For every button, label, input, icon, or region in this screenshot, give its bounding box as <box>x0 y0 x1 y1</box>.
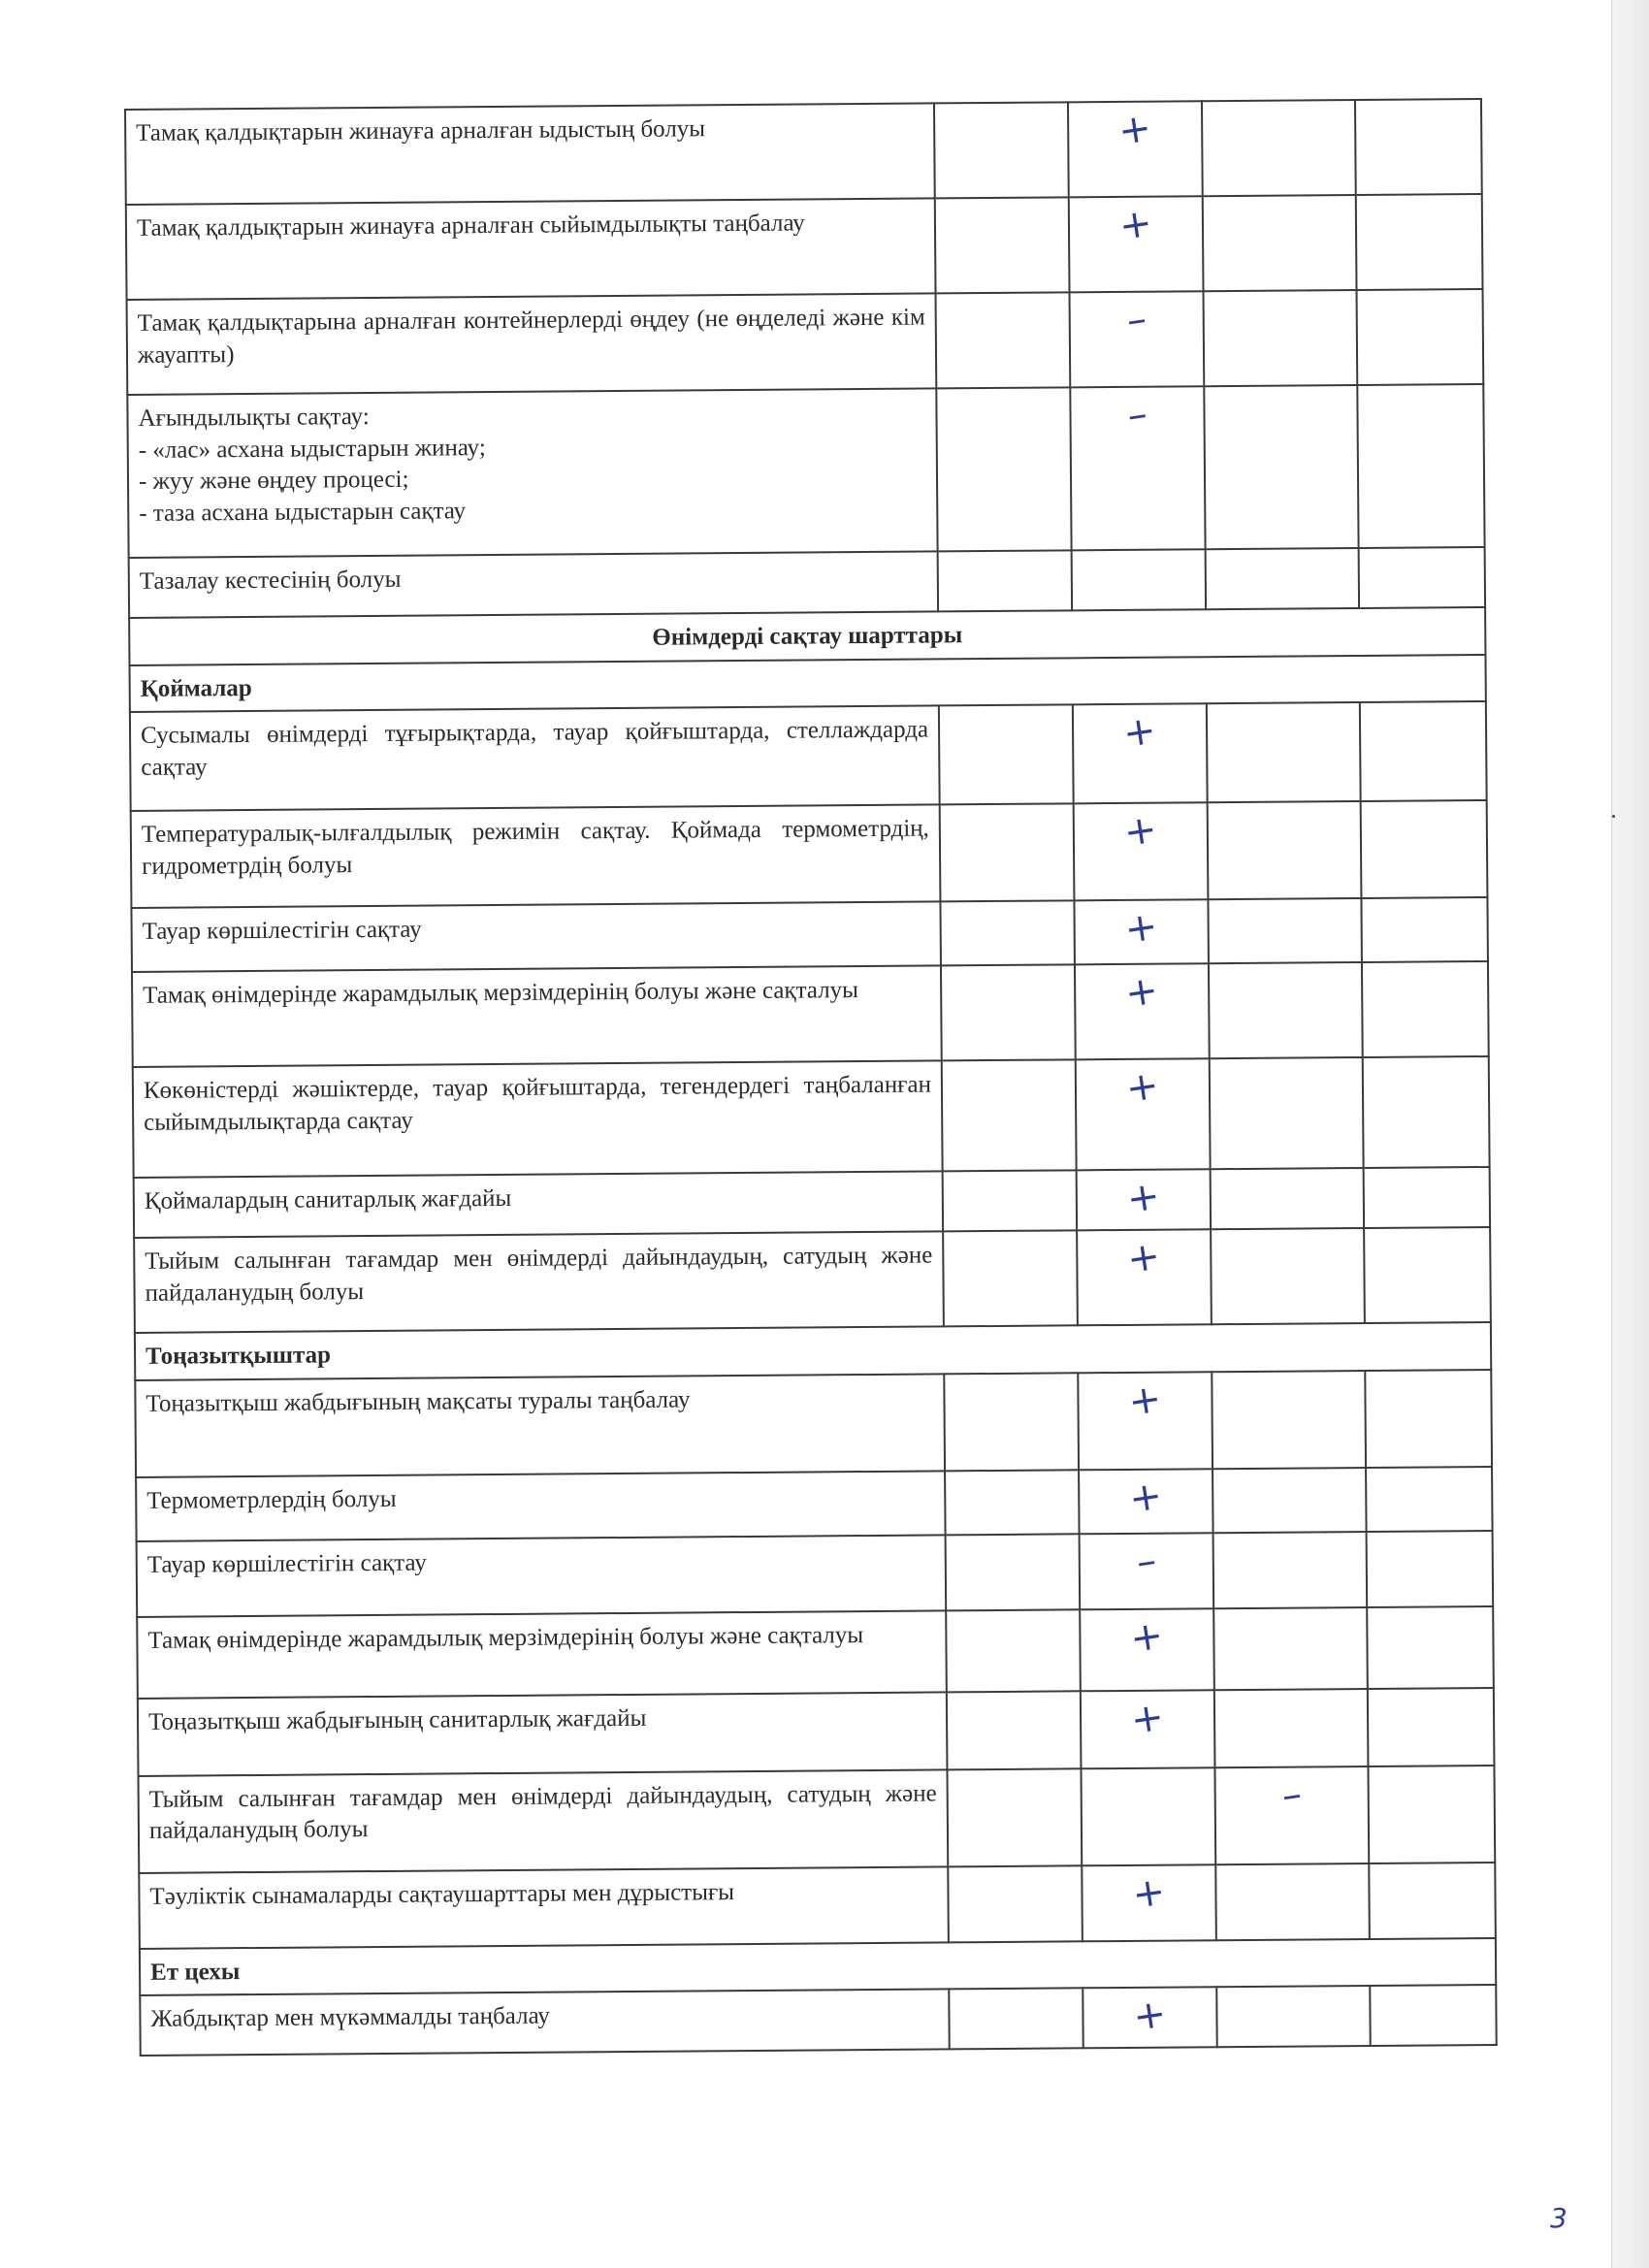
mark-cell <box>1081 1690 1215 1768</box>
mark-cell <box>936 292 1071 388</box>
checklist-row <box>127 289 1484 395</box>
mark-cell <box>944 1373 1079 1471</box>
criterion-text: Тыйым салынған тағамдар мен өнімдерді дайындаудың, сатудың және пайдаланудың болуы <box>138 1769 948 1873</box>
mark-cell <box>1207 702 1361 802</box>
subsection-title: Қоймалар <box>130 654 1486 711</box>
mark-cell <box>1361 897 1488 962</box>
checklist-row <box>131 897 1487 972</box>
checklist-row <box>130 701 1487 811</box>
mark-cell <box>1357 289 1484 385</box>
mark-cell <box>1078 1372 1212 1470</box>
mark-cell <box>1076 1058 1211 1170</box>
mark-cell <box>1211 1168 1364 1229</box>
mark-cell <box>1367 1605 1494 1688</box>
mark-cell <box>1356 194 1483 290</box>
mark-cell <box>1081 1767 1215 1865</box>
mark-cell <box>1073 703 1208 803</box>
mark-cell <box>945 1470 1080 1535</box>
handwritten-minus-mark: – <box>1133 1538 1160 1585</box>
mark-cell <box>1368 1687 1495 1766</box>
handwritten-plus-mark: + <box>1126 1473 1166 1522</box>
checklist-row <box>139 1862 1496 1948</box>
checklist-body <box>125 99 1497 2056</box>
handwritten-plus-mark: + <box>1123 1173 1163 1222</box>
mark-cell <box>1365 1369 1492 1467</box>
handwritten-plus-mark: + <box>1122 967 1162 1018</box>
mark-cell <box>1216 1986 1370 2047</box>
mark-cell <box>1203 195 1357 291</box>
checklist-row <box>134 1167 1490 1238</box>
handwritten-plus-mark: + <box>1125 1376 1165 1425</box>
mark-cell <box>1355 99 1482 195</box>
mark-cell <box>1214 1688 1369 1766</box>
checklist-row <box>138 1687 1495 1775</box>
subsection-title: Ет цехы <box>140 1937 1496 1994</box>
section-title: Өнімдерді сақтау шарттары <box>129 607 1485 664</box>
criterion-text: Көкөністерді жәшіктерде, тауар қойғыштарда, тегендердегі таңбаланған сыйымдылықтарда сақтау <box>133 1060 943 1178</box>
scan-speck <box>1612 815 1615 818</box>
mark-cell <box>1069 196 1204 292</box>
checklist-row <box>137 1605 1494 1698</box>
mark-cell <box>1068 101 1203 197</box>
mark-cell <box>934 102 1069 198</box>
criterion-text: Тыйым салынған тағамдар мен өнімдерді дайындаудың, сатудың және пайдаланудың болуы <box>134 1231 944 1333</box>
criterion-text: Тазалау кестесінің болуы <box>129 551 938 618</box>
mark-cell <box>940 803 1075 901</box>
mark-cell <box>1077 1169 1211 1230</box>
mark-cell <box>948 1865 1083 1942</box>
handwritten-plus-mark: + <box>1127 1612 1167 1662</box>
mark-cell <box>1364 1227 1491 1323</box>
mark-cell <box>1074 802 1209 900</box>
mark-cell <box>936 387 1071 551</box>
mark-cell <box>1075 963 1210 1059</box>
criterion-text: Тоңазытқыш жабдығының мақсаты туралы таңбалау <box>135 1374 945 1477</box>
mark-cell <box>1215 1863 1370 1939</box>
mark-cell <box>1213 1606 1368 1689</box>
checklist-row <box>129 547 1485 618</box>
mark-cell <box>1360 701 1487 801</box>
mark-cell <box>1214 1766 1369 1863</box>
mark-cell <box>1202 100 1356 196</box>
criterion-text: Тоңазытқыш жабдығының санитарлық жағдайы <box>138 1692 948 1776</box>
mark-cell <box>940 900 1075 965</box>
mark-cell <box>1357 384 1484 548</box>
mark-cell <box>1083 1987 1216 2048</box>
handwritten-plus-mark: + <box>1116 200 1155 250</box>
handwritten-plus-mark: + <box>1122 1062 1162 1112</box>
mark-cell <box>1364 1167 1490 1228</box>
mark-cell <box>1362 961 1489 1057</box>
mark-cell <box>1212 1467 1367 1532</box>
mark-cell <box>938 550 1072 611</box>
handwritten-minus-mark: – <box>1278 1770 1305 1819</box>
mark-cell <box>1204 290 1358 386</box>
mark-cell <box>947 1768 1082 1866</box>
inspection-checklist-table <box>124 98 1498 2057</box>
criterion-text: Ағындылықты сақтау: - «лас» асхана ыдыстарын жинау; - жуу және өңдеу процесі; - таза асхана ыдыстарын сақтау <box>127 388 937 558</box>
mark-cell <box>1080 1608 1214 1691</box>
checklist-row <box>140 1985 1496 2056</box>
mark-cell <box>1209 962 1363 1058</box>
criterion-text: Сусымалы өнімдерді тұғырықтарда, тауар қойғыштарда, стеллаждарда сақтау <box>130 705 940 811</box>
mark-cell <box>943 1170 1077 1231</box>
handwritten-plus-mark: + <box>1130 1991 1170 2040</box>
checklist-row <box>134 1227 1491 1333</box>
handwritten-plus-mark: + <box>1120 707 1160 758</box>
criterion-text: Қоймалардың санитарлық жағдайы <box>134 1171 943 1238</box>
mark-cell <box>1210 1057 1364 1169</box>
mark-cell <box>1082 1864 1216 1941</box>
mark-cell <box>1370 1985 1496 2046</box>
mark-cell <box>939 704 1074 804</box>
mark-cell <box>942 1059 1077 1171</box>
mark-cell <box>1072 549 1206 610</box>
handwritten-plus-mark: + <box>1129 1868 1169 1918</box>
criterion-text: Тауар көршілестігін сақтау <box>137 1535 947 1617</box>
mark-cell <box>1080 1533 1214 1609</box>
mark-cell <box>941 964 1076 1060</box>
checklist-row <box>136 1466 1492 1540</box>
mark-cell <box>1206 548 1359 609</box>
criterion-text: Тамақ өнімдерінде жарамдылық мерзімдерінің болуы және сақталуы <box>132 965 942 1067</box>
handwritten-plus-mark: + <box>1124 1233 1164 1282</box>
checklist-row <box>126 194 1483 300</box>
checklist-row <box>131 800 1488 908</box>
checklist-row <box>127 384 1484 558</box>
mark-cell <box>1213 1531 1368 1607</box>
handwritten-plus-mark: + <box>1116 105 1155 155</box>
mark-cell <box>1070 291 1205 387</box>
criterion-text: Тамақ қалдықтарын жинауға арналған сыйымдылықты таңбалау <box>126 198 936 300</box>
checklist-row <box>138 1765 1495 1872</box>
page-edge-shadow <box>1611 0 1649 2268</box>
mark-cell <box>1077 1229 1212 1325</box>
criterion-text: Тауар көршілестігін сақтау <box>131 901 940 972</box>
criterion-text: Тамақ қалдықтарын жинауға арналған ыдыстың болуы <box>125 103 935 205</box>
page-number: 3 <box>1550 2202 1568 2234</box>
checklist-row <box>133 1056 1490 1178</box>
mark-cell <box>946 1609 1081 1692</box>
mark-cell <box>1359 547 1485 608</box>
checklist-row <box>137 1530 1494 1616</box>
mark-cell <box>1070 386 1205 550</box>
criterion-text: Тамақ өнімдерінде жарамдылық мерзімдерінің болуы және сақталуы <box>137 1610 947 1699</box>
criterion-text: Термометрлердің болуы <box>136 1471 945 1541</box>
mark-cell <box>1079 1469 1213 1534</box>
criterion-text: Тәуліктік сынамаларды сақтаушарттары мен дұрыстығы <box>139 1866 949 1949</box>
checklist-row <box>132 961 1489 1067</box>
mark-cell <box>1361 800 1488 898</box>
mark-cell <box>1204 385 1358 549</box>
mark-cell <box>1208 801 1362 899</box>
mark-cell <box>1363 1056 1490 1168</box>
checklist-row <box>125 99 1482 205</box>
mark-cell <box>1368 1765 1495 1863</box>
mark-cell <box>1212 1370 1366 1468</box>
mark-cell <box>1211 1228 1365 1324</box>
mark-cell <box>1367 1530 1494 1606</box>
mark-cell <box>935 197 1070 293</box>
checklist-row <box>135 1369 1492 1476</box>
handwritten-minus-mark: – <box>1124 391 1150 439</box>
handwritten-plus-mark: + <box>1120 806 1160 857</box>
mark-cell <box>1074 899 1209 964</box>
mark-cell <box>949 1988 1083 2049</box>
mark-cell <box>947 1691 1082 1769</box>
checklist-sheet <box>124 98 1496 2057</box>
criterion-text: Тамақ қалдықтарына арналған контейнерлерді өңдеу (не өңделеді және кім жауапты) <box>127 293 937 395</box>
handwritten-plus-mark: + <box>1121 903 1161 954</box>
handwritten-minus-mark: – <box>1123 296 1150 344</box>
mark-cell <box>1208 898 1362 963</box>
mark-cell <box>1366 1466 1493 1531</box>
criterion-text: Температуралық-ылғалдылық режимін сақтау. Қоймада термометрдің, гидрометрдің болуы <box>131 804 941 908</box>
mark-cell <box>943 1230 1078 1326</box>
handwritten-plus-mark: + <box>1128 1694 1168 1743</box>
criterion-text: Жабдықтар мен мүкәммалды таңбалау <box>140 1989 949 2056</box>
subsection-title: Тоңазытқыштар <box>135 1322 1491 1379</box>
mark-cell <box>1369 1862 1496 1938</box>
mark-cell <box>946 1534 1081 1610</box>
